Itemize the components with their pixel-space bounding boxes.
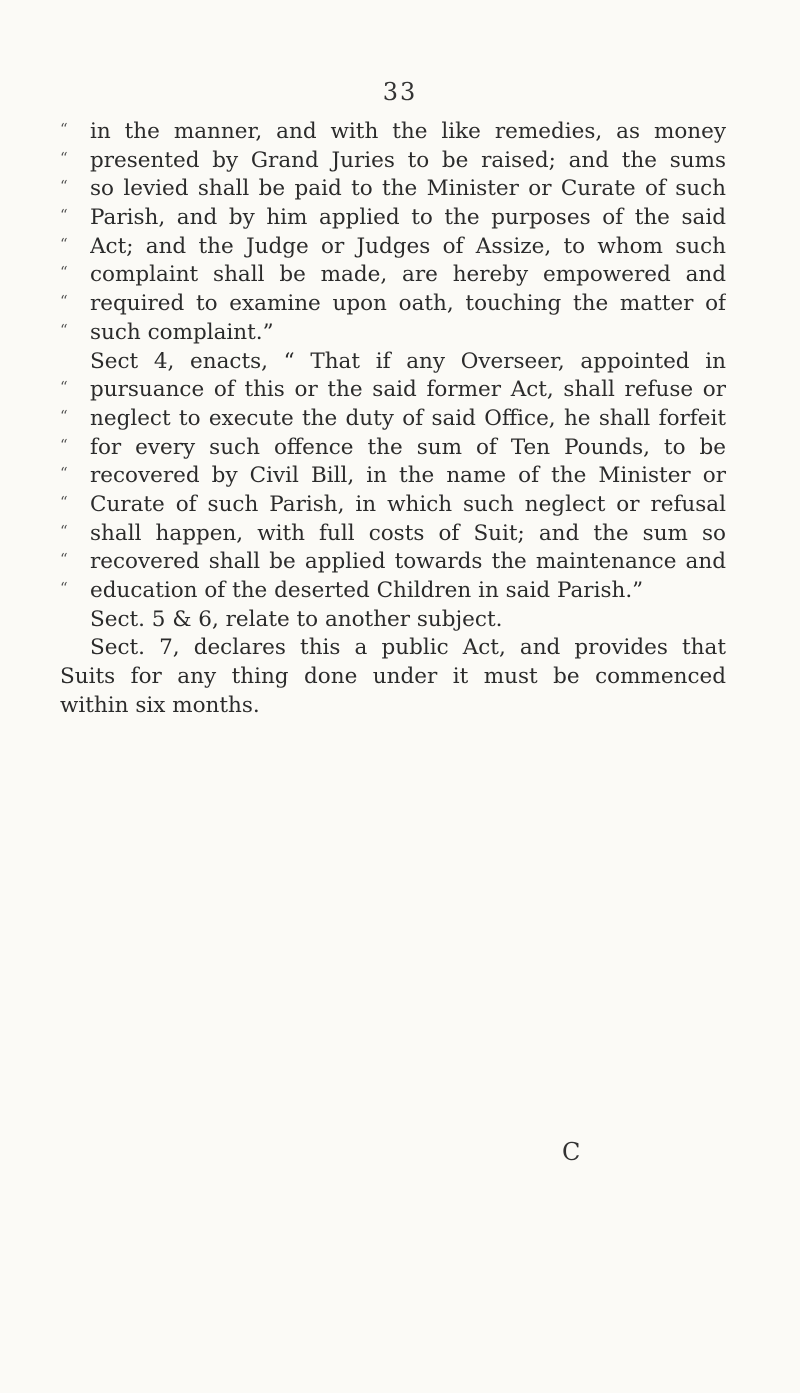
text-line	[60, 663, 726, 692]
text-line	[60, 348, 726, 377]
quote-mark: “	[60, 435, 68, 454]
line-text: recovered by Civil Bill, in the name of the Minister or	[90, 463, 726, 489]
quote-mark: “	[60, 406, 68, 425]
line-text: pursuance of this or the said former Act, shall refuse or	[90, 377, 726, 403]
line-text: for every such offence the sum of Ten Pounds, to be	[90, 434, 726, 460]
line-text: presented by Grand Juries to be raised; and the sums	[90, 147, 726, 173]
quote-mark: “	[60, 579, 68, 597]
quote-mark: “	[60, 263, 68, 282]
line-text: Parish, and by him applied to the purposes of the said	[90, 205, 726, 231]
text-line	[60, 520, 726, 549]
quote-mark: “	[60, 320, 68, 339]
text-line	[60, 175, 726, 204]
page-number: 33	[382, 78, 418, 106]
line-text: Suits for any thing done under it must be commenced	[60, 664, 726, 690]
text-line	[60, 692, 726, 721]
text-line	[60, 491, 726, 520]
quote-mark: “	[60, 206, 68, 225]
text-line	[60, 147, 726, 176]
text-line	[60, 319, 726, 348]
text-line	[60, 577, 726, 606]
line-text: within six months.	[60, 692, 260, 718]
text-line	[60, 233, 726, 262]
quote-mark: “	[60, 378, 68, 397]
line-text: Sect. 7, declares this a public Act, and provides that	[90, 635, 726, 661]
text-line	[60, 405, 726, 434]
text-line	[60, 261, 726, 290]
text-line	[60, 548, 726, 577]
line-text: Curate of such Parish, in which such neglect or refusal	[90, 491, 726, 517]
line-text: Sect. 5 & 6, relate to another subject.	[90, 606, 503, 632]
line-text: so levied shall be paid to the Minister or Curate of such	[90, 176, 726, 202]
text-line	[60, 434, 726, 463]
line-text: education of the deserted Children in said Parish.”	[90, 578, 644, 603]
quote-mark: “	[60, 177, 68, 196]
line-text: complaint shall be made, are hereby empowered and	[90, 262, 726, 288]
line-text: neglect to execute the duty of said Office, he shall forfeit	[90, 405, 726, 431]
text-line	[60, 118, 726, 147]
quote-mark: “	[60, 550, 68, 569]
signature-mark: C	[562, 1138, 581, 1166]
text-line	[60, 606, 726, 635]
quote-mark: “	[60, 120, 68, 138]
quote-mark: “	[60, 521, 68, 540]
quote-mark: “	[60, 292, 68, 311]
text-line	[60, 204, 726, 233]
line-text: recovered shall be applied towards the maintenance and	[90, 549, 726, 575]
line-text: Act; and the Judge or Judges of Assize, to whom such	[90, 233, 726, 259]
text-line	[60, 376, 726, 405]
body-text	[60, 118, 726, 720]
line-text: such complaint.”	[90, 319, 274, 345]
quote-mark: “	[60, 234, 68, 253]
line-text: in the manner, and with the like remedies, as money	[90, 119, 726, 144]
text-line	[60, 290, 726, 319]
line-text: required to examine upon oath, touching the matter of	[90, 291, 726, 317]
quote-mark: “	[60, 464, 68, 483]
text-line	[60, 462, 726, 491]
quote-mark: “	[60, 148, 68, 167]
line-text: shall happen, with full costs of Suit; and the sum so	[90, 520, 726, 546]
line-text: Sect 4, enacts, “ That if any Overseer, appointed in	[90, 348, 726, 374]
text-line	[60, 634, 726, 663]
quote-mark: “	[60, 492, 68, 511]
